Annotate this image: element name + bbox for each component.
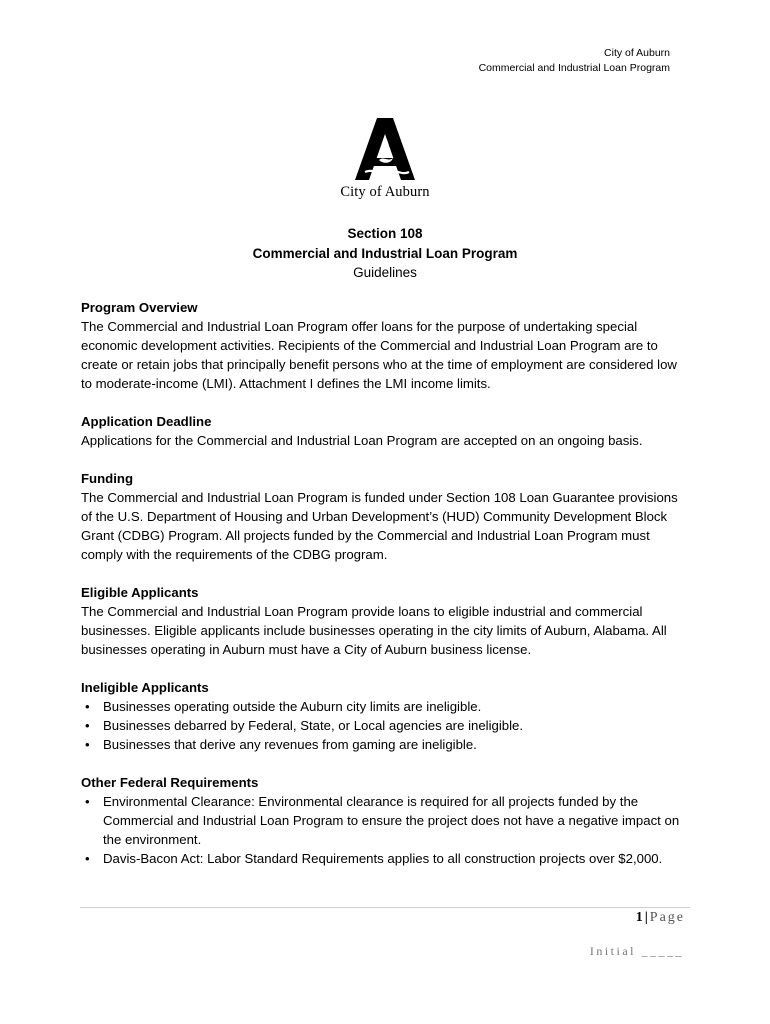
section-other-federal-requirements: [81, 773, 681, 868]
list-item: [81, 849, 681, 868]
title-section: Section 108: [347, 226, 423, 241]
section-heading: Funding: [81, 471, 133, 486]
section-ineligible-applicants: [81, 678, 681, 754]
section-heading: Ineligible Applicants: [81, 680, 209, 695]
section-paragraph: The Commercial and Industrial Loan Program offer loans for the purpose of undertaking special economic development activities. Recipients of the Commercial and Industrial Loan Program are to create or retain jobs that principally benefit persons who at the time of employment are considered low to moderate-income (LMI). Attachment I defines the LMI income limits.: [81, 319, 677, 391]
list-item-text: Environmental Clearance: Environmental clearance is required for all projects funded by the Commercial and Industrial Loan Program to ensure the project does not have a negative impact on the environment.: [103, 794, 680, 847]
list-item-text: Businesses debarred by Federal, State, or Local agencies are ineligible.: [103, 718, 524, 733]
bullet-icon: •: [85, 737, 90, 752]
list-item: [81, 697, 681, 716]
section-heading: Other Federal Requirements: [81, 775, 259, 790]
bullet-list: [81, 697, 681, 754]
page-number-separator: |: [644, 910, 650, 925]
list-item-text: Davis-Bacon Act: Labor Standard Requirements applies to all construction projects over $2,000.: [103, 851, 663, 866]
section-application-deadline: [81, 412, 681, 450]
list-item: [81, 792, 681, 849]
list-item-text: Businesses operating outside the Auburn city limits are ineligible.: [103, 699, 482, 714]
section-eligible-applicants: [81, 583, 681, 659]
header-program: Commercial and Industrial Loan Program: [478, 62, 670, 74]
section-heading: Eligible Applicants: [81, 585, 199, 600]
footer-divider: [80, 907, 690, 908]
header-city: City of Auburn: [604, 47, 670, 59]
section-paragraph: Applications for the Commercial and Industrial Loan Program are accepted on an ongoing basis.: [81, 433, 643, 448]
page-number-value: 1: [635, 910, 645, 925]
bullet-list: [81, 792, 681, 868]
list-item: [81, 716, 681, 735]
page-label: Page: [649, 910, 685, 925]
document-body: [81, 298, 681, 887]
logo-text: City of Auburn: [340, 184, 430, 200]
list-item-text: Businesses that derive any revenues from gaming are ineligible.: [103, 737, 477, 752]
bullet-icon: •: [85, 794, 90, 809]
section-paragraph: The Commercial and Industrial Loan Program is funded under Section 108 Loan Guarantee provisions of the U.S. Department of Housing and Urban Development’s (HUD) Community Development Block Grant (CDBG) Program. All projects funded by the Commercial and Industrial Loan Program must comply with the requirements of the CDBG program.: [81, 490, 678, 562]
document-title: [0, 224, 770, 283]
bullet-icon: •: [85, 699, 90, 714]
title-guidelines: Guidelines: [353, 265, 417, 280]
auburn-a-flame-logo-icon: [355, 116, 415, 182]
initial-field: Initial _____: [589, 944, 684, 958]
page-header: [479, 46, 670, 76]
bullet-icon: •: [85, 851, 90, 866]
city-logo: [340, 116, 430, 208]
section-heading: Program Overview: [81, 300, 198, 315]
title-program: Commercial and Industrial Loan Program: [252, 245, 518, 261]
section-paragraph: The Commercial and Industrial Loan Program provide loans to eligible industrial and commercial businesses. Eligible applicants include businesses operating in the city limits of Auburn, Alabama. All businesses operating in Auburn must have a City of Auburn business license.: [81, 604, 667, 657]
bullet-icon: •: [85, 718, 90, 733]
section-heading: Application Deadline: [81, 414, 212, 429]
section-funding: [81, 469, 681, 564]
section-program-overview: [81, 298, 681, 393]
list-item: [81, 735, 681, 754]
page-number: [636, 910, 685, 926]
